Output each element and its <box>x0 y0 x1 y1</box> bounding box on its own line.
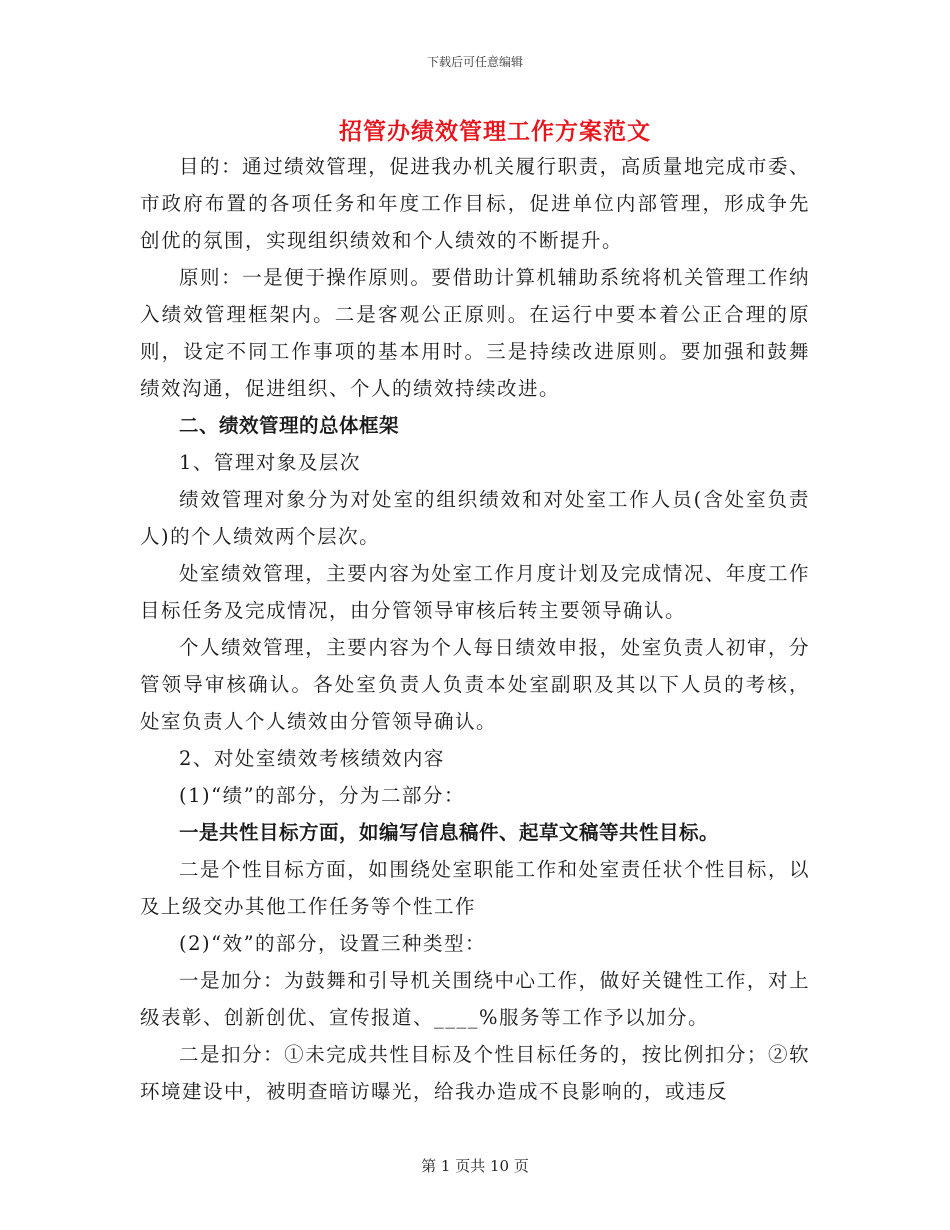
body-paragraph: 绩效管理对象分为对处室的组织绩效和对处室工作人员(含处室负责人)的个人绩效两个层次。 <box>140 488 810 548</box>
page-header-note: 下载后可任意编辑 <box>426 55 523 69</box>
body-paragraph: 原则：一是便于操作原则。要借助计算机辅助系统将机关管理工作纳入绩效管理框架内。二是客观公正原则。在运行中要本着公正合理的原则，设定不同工作事项的基本用时。三是持续改进原则。要加强和鼓舞绩效沟通，促进组织、个人的绩效持续改进。 <box>140 266 810 400</box>
section-heading-paragraph: 一是共性目标方面，如编写信息稿件、起草文稿等共性目标。 <box>179 821 720 844</box>
body-paragraph: 二是扣分：①未完成共性目标及个性目标任务的，按比例扣分；②软环境建设中，被明查暗访曝光，给我办造成不良影响的，或违反 <box>140 1043 810 1103</box>
body-paragraph: 一是加分：为鼓舞和引导机关围绕中心工作，做好关键性工作，对上级表彰、创新创优、宣传报道、____%服务等工作予以加分。 <box>140 969 810 1029</box>
body-paragraph: 二是个性目标方面，如围绕处室职能工作和处室责任状个性目标，以及上级交办其他工作任务等个性工作 <box>140 858 810 918</box>
body-paragraph: (2)“效”的部分，设置三种类型： <box>179 932 487 955</box>
body-paragraph: 目的：通过绩效管理，促进我办机关履行职责，高质量地完成市委、市政府布置的各项任务和年度工作目标，促进单位内部管理，形成争先创优的氛围，实现组织绩效和个人绩效的不断提升。 <box>140 155 810 252</box>
section-heading-paragraph: 二、绩效管理的总体框架 <box>179 414 400 437</box>
body-paragraph: 处室绩效管理，主要内容为处室工作月度计划及完成情况、年度工作目标任务及完成情况，由分管领导审核后转主要领导确认。 <box>140 562 810 622</box>
body-paragraph: (1)“绩”的部分，分为二部分： <box>179 784 466 807</box>
body-paragraph: 1、管理对象及层次 <box>179 451 361 474</box>
body-paragraph: 个人绩效管理，主要内容为个人每日绩效申报，处室负责人初审，分管领导审核确认。各处室负责人负责本处室副职及其以下人员的考核，处室负责人个人绩效由分管领导确认。 <box>140 636 810 733</box>
body-paragraph: 2、对处室绩效考核绩效内容 <box>179 747 445 770</box>
page-footer: 第 1 页共 10 页 <box>421 1157 529 1175</box>
document-body <box>140 148 810 1110</box>
document-title: 招管办绩效管理工作方案范文 <box>339 118 651 145</box>
